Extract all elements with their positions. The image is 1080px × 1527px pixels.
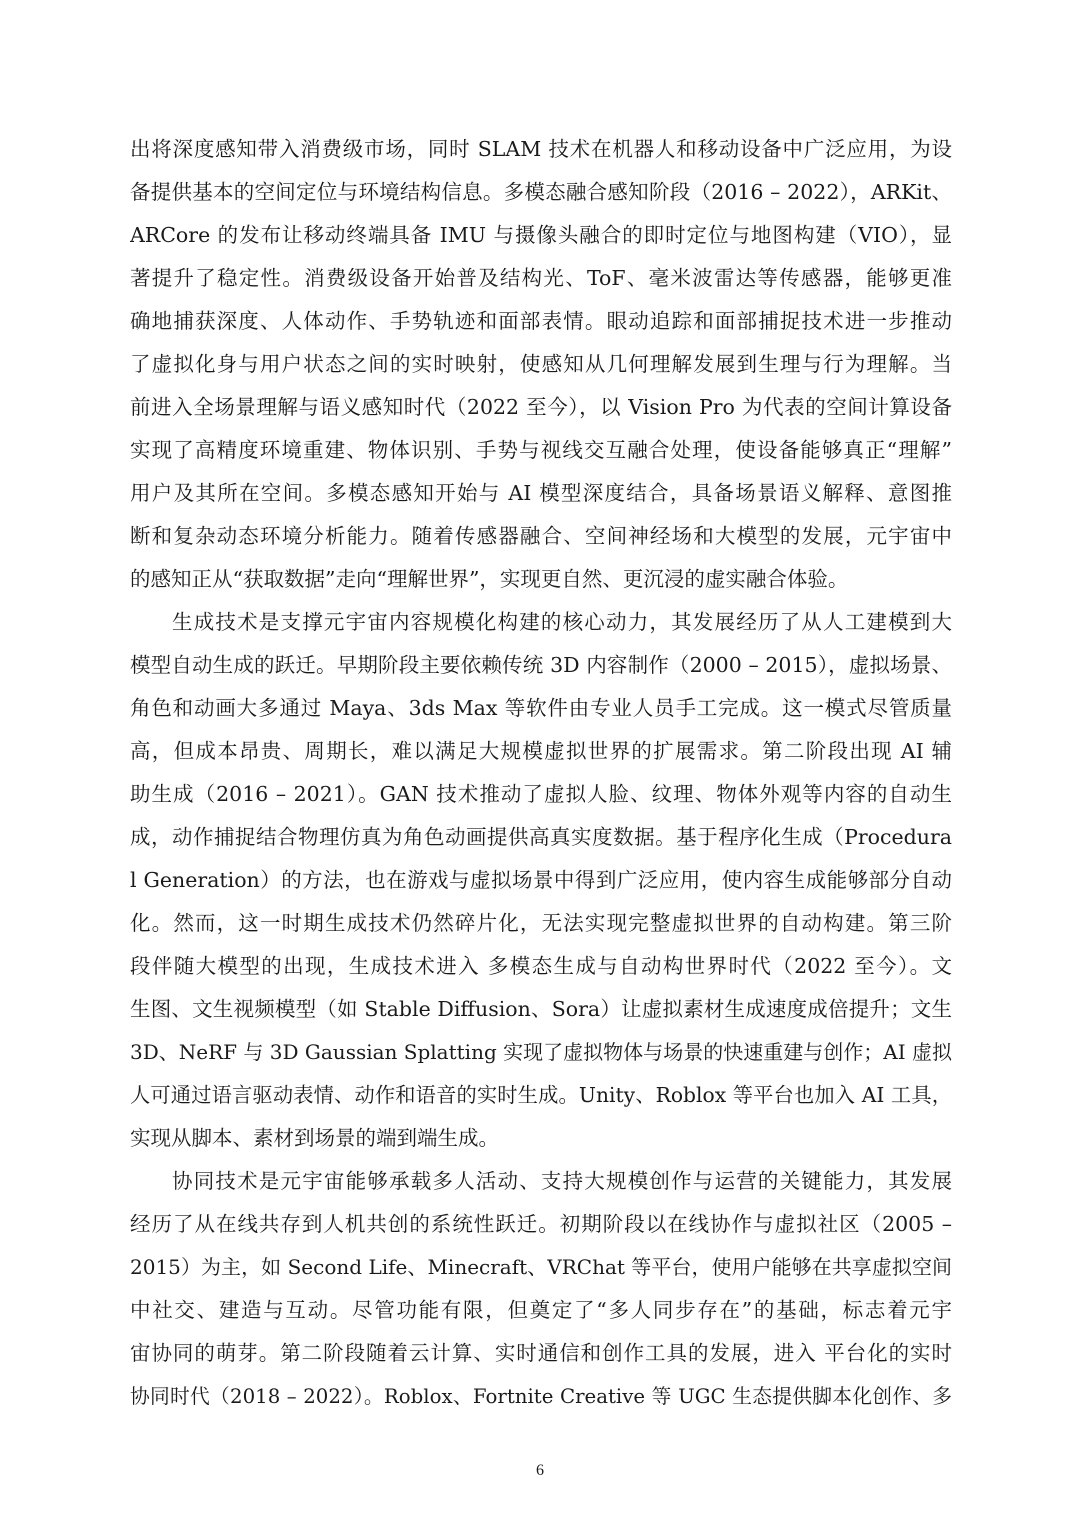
text-line: 实现了高精度环境重建、物体识别、手势与视线交互融合处理，使设备能够真正“理解” (130, 438, 952, 462)
text-line: 的感知正从“获取数据”走向“理解世界”，实现更自然、更沉浸的虚实融合体验。 (130, 567, 849, 591)
text-line: 3D、NeRF 与 3D Gaussian Splatting 实现了虚拟物体与场景的快速重建与创作；AI 虚拟 (130, 1040, 952, 1064)
text-line: 生图、文生视频模型（如 Stable Diffusion、Sora）让虚拟素材生成速度成倍提升；文生 (130, 997, 952, 1021)
text-line: 确地捕获深度、人体动作、手势轨迹和面部表情。眼动追踪和面部捕捉技术进一步推动 (130, 309, 952, 333)
text-line: 协同技术是元宇宙能够承载多人活动、支持大规模创作与运营的关键能力，其发展 (172, 1169, 952, 1193)
text-line: 高，但成本昂贵、周期长，难以满足大规模虚拟世界的扩展需求。第二阶段出现 AI 辅 (130, 739, 952, 763)
text-line: 成，动作捕捉结合物理仿真为角色动画提供高真实度数据。基于程序化生成（Procedura (130, 825, 952, 849)
text-line: 人可通过语言驱动表情、动作和语音的实时生成。Unity、Roblox 等平台也加入 AI 工具， (130, 1083, 952, 1107)
text-line: 了虚拟化身与用户状态之间的实时映射，使感知从几何理解发展到生理与行为理解。当 (130, 352, 952, 376)
text-line: 经历了从在线共存到人机共创的系统性跃迁。初期阶段以在线协作与虚拟社区（2005 – (130, 1212, 952, 1236)
text-line: 备提供基本的空间定位与环境结构信息。多模态融合感知阶段（2016 – 2022），ARKit、 (130, 180, 952, 204)
text-line: 段伴随大模型的出现，生成技术进入 多模态生成与自动构世界时代（2022 至今）。文 (130, 954, 952, 978)
page-number: 6 (536, 1462, 544, 1479)
text-line: 2015）为主，如 Second Life、Minecraft、VRChat 等平台，使用户能够在共享虚拟空间 (130, 1255, 952, 1279)
text-line: 中社交、建造与互动。尽管功能有限，但奠定了“多人同步存在”的基础，标志着元宇 (130, 1298, 952, 1322)
text-line: 角色和动画大多通过 Maya、3ds Max 等软件由专业人员手工完成。这一模式尽管质量 (130, 696, 952, 720)
text-line: 模型自动生成的跃迁。早期阶段主要依赖传统 3D 内容制作（2000 – 2015），虚拟场景、 (130, 653, 952, 677)
text-line: 助生成（2016 – 2021）。GAN 技术推动了虚拟人脸、纹理、物体外观等内容的自动生 (130, 782, 952, 806)
text-line: 出将深度感知带入消费级市场，同时 SLAM 技术在机器人和移动设备中广泛应用，为设 (130, 137, 952, 161)
text-line: 实现从脚本、素材到场景的端到端生成。 (130, 1126, 499, 1150)
text-line: 著提升了稳定性。消费级设备开始普及结构光、ToF、毫米波雷达等传感器，能够更准 (130, 266, 952, 290)
text-line: 断和复杂动态环境分析能力。随着传感器融合、空间神经场和大模型的发展，元宇宙中 (130, 524, 952, 548)
text-line: 前进入全场景理解与语义感知时代（2022 至今），以 Vision Pro 为代表的空间计算设备 (130, 395, 952, 419)
text-line: 宙协同的萌芽。第二阶段随着云计算、实时通信和创作工具的发展，进入 平台化的实时 (130, 1341, 952, 1365)
text-line: 协同时代（2018 – 2022）。Roblox、Fortnite Creative 等 UGC 生态提供脚本化创作、多 (130, 1385, 952, 1408)
text-line: 生成技术是支撑元宇宙内容规模化构建的核心动力，其发展经历了从人工建模到大 (172, 610, 952, 634)
text-line: 用户及其所在空间。多模态感知开始与 AI 模型深度结合，具备场景语义解释、意图推 (130, 481, 952, 505)
text-line: l Generation）的方法，也在游戏与虚拟场景中得到广泛应用，使内容生成能够部分自动 (130, 868, 952, 892)
text-line: 化。然而，这一时期生成技术仍然碎片化，无法实现完整虚拟世界的自动构建。第三阶 (130, 911, 952, 935)
text-line: ARCore 的发布让移动终端具备 IMU 与摄像头融合的即时定位与地图构建（VIO），显 (130, 223, 952, 247)
